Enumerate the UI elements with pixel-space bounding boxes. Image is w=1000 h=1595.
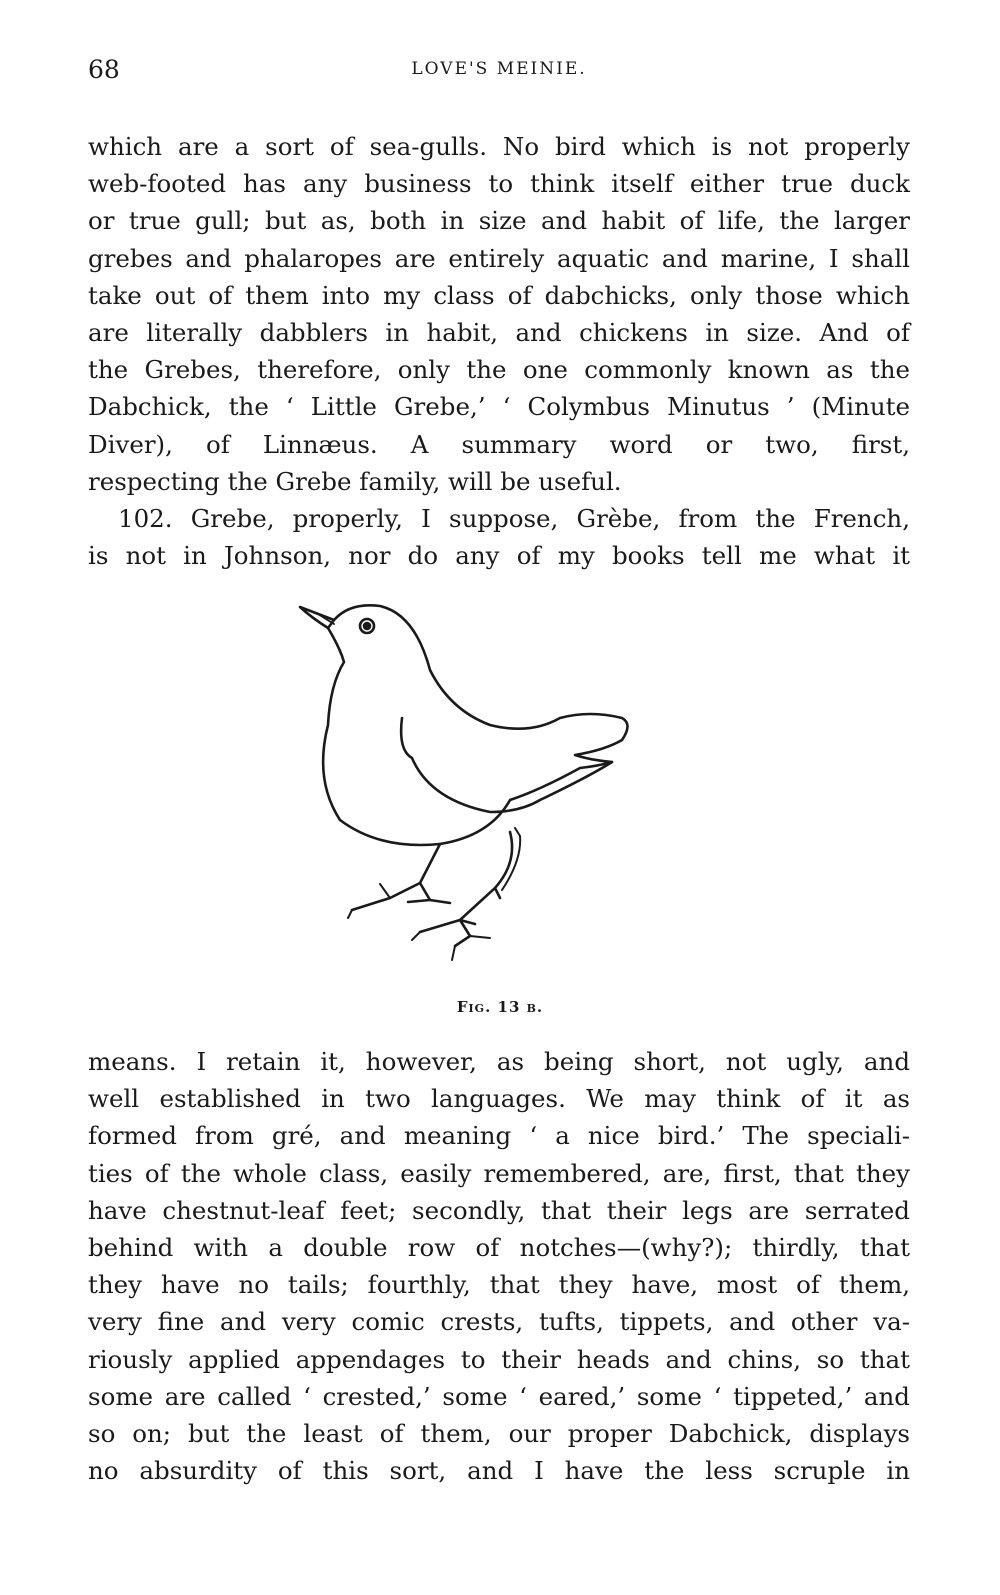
bird-beak xyxy=(300,607,334,628)
page-number: 68 xyxy=(88,55,120,84)
text-line: the Grebes, therefore, only the one commonly known as the xyxy=(88,355,910,385)
text-line: well established in two languages. We may think of it as xyxy=(88,1084,910,1114)
text-line: behind with a double row of notches—(why?); thirdly, that xyxy=(88,1233,910,1263)
figure-caption: Fig. 13 b. xyxy=(456,998,544,1016)
text-line: ties of the whole class, easily remembered, are, first, that they xyxy=(88,1158,910,1188)
body-text-top xyxy=(88,128,910,574)
text-line: is not in Johnson, nor do any of my books tell me what it xyxy=(88,541,910,571)
text-line: which are a sort of sea-gulls. No bird which is not properly xyxy=(88,132,910,161)
text-line: very fine and very comic crests, tufts, tippets, and other va- xyxy=(88,1307,910,1337)
text-line: take out of them into my class of dabchicks, only those which xyxy=(88,280,910,310)
text-line: some are called ‘ crested,’ some ‘ eared,’ some ‘ tippeted,’ and xyxy=(88,1381,910,1411)
running-title: LOVE'S MEINIE. xyxy=(411,59,587,79)
dabchick-illustration xyxy=(290,600,720,985)
bird-wing xyxy=(401,718,612,812)
text-line: formed from gré, and meaning ‘ a nice bird.’ The speciali- xyxy=(88,1121,910,1151)
bird-leg-left xyxy=(352,844,450,910)
text-line: so on; but the least of them, our proper Dabchick, displays xyxy=(88,1419,910,1449)
text-line: are literally dabblers in habit, and chickens in size. And of xyxy=(88,318,910,348)
text-line: means. I retain it, however, as being short, not ugly, and xyxy=(88,1047,910,1076)
paragraph-start-line: 102. Grebe, properly, I suppose, Grèbe, from the French, xyxy=(118,504,910,534)
text-line: grebes and phalaropes are entirely aquatic and marine, I shall xyxy=(88,243,910,273)
text-line: Dabchick, the ‘ Little Grebe,’ ‘ Colymbus Minutus ’ (Minute xyxy=(88,392,910,422)
text-line: no absurdity of this sort, and I have the less scruple in xyxy=(88,1456,910,1486)
text-line: Diver), of Linnæus. A summary word or two, first, xyxy=(88,429,910,459)
text-line: they have no tails; fourthly, that they have, most of them, xyxy=(88,1270,910,1300)
bird-leg-right xyxy=(420,832,512,946)
text-line: have chestnut-leaf feet; secondly, that their legs are serrated xyxy=(88,1195,910,1225)
page-header xyxy=(88,55,910,95)
text-line: web-footed has any business to think itself either true duck xyxy=(88,169,910,199)
text-line: riously applied appendages to their heads and chins, so that xyxy=(88,1344,910,1374)
text-line: or true gull; but as, both in size and habit of life, the larger xyxy=(88,206,910,236)
body-text-bottom xyxy=(88,1043,910,1489)
text-line: respecting the Grebe family, will be useful. xyxy=(88,466,622,496)
